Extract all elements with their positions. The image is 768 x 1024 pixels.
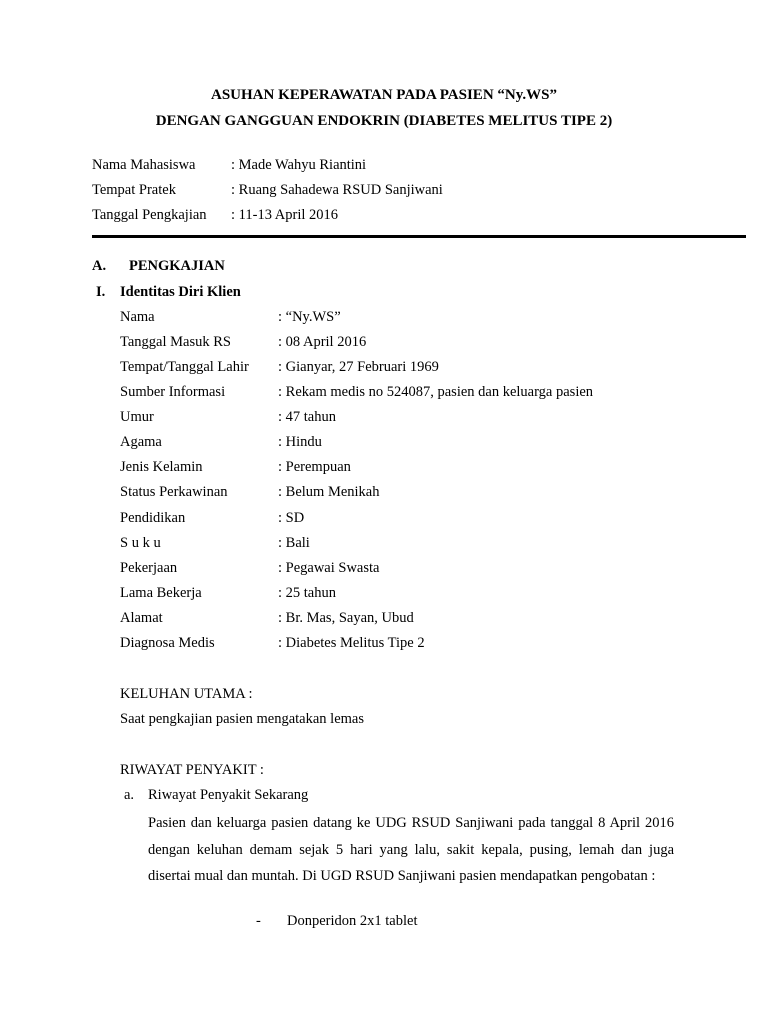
practice-place-value: : Ruang Sahadewa RSUD Sanjiwani	[231, 182, 443, 198]
horizontal-divider	[92, 235, 746, 238]
practice-place-label: Tempat Pratek	[92, 182, 176, 198]
identity-label: Tempat/Tanggal Lahir	[120, 359, 249, 375]
identity-label: Alamat	[120, 610, 163, 626]
student-name-label: Nama Mahasiswa	[92, 157, 196, 173]
bullet-dash: -	[256, 913, 261, 929]
section-a-heading: PENGKAJIAN	[129, 258, 225, 274]
identity-value: : Pegawai Swasta	[278, 560, 380, 576]
identity-label: Agama	[120, 434, 162, 450]
identity-value: : 25 tahun	[278, 585, 336, 601]
student-name-value: : Made Wahyu Riantini	[231, 157, 367, 173]
identity-value: : Belum Menikah	[278, 484, 380, 500]
medical-history-heading: RIWAYAT PENYAKIT :	[120, 762, 264, 778]
identity-value: : “Ny.WS”	[278, 309, 341, 325]
section-a-number: A.	[92, 258, 107, 274]
section-i-heading: Identitas Diri Klien	[120, 284, 241, 300]
identity-label: Lama Bekerja	[120, 585, 202, 601]
document-title-line-2: DENGAN GANGGUAN ENDOKRIN (DIABETES MELITUS TIPE 2)	[155, 113, 613, 129]
document-title-line-1: ASUHAN KEPERAWATAN PADA PASIEN “Ny.WS”	[210, 87, 557, 103]
identity-label: Nama	[120, 309, 155, 325]
identity-value: : Perempuan	[278, 459, 351, 475]
identity-value: : Rekam medis no 524087, pasien dan keluarga pasien	[278, 384, 594, 400]
chief-complaint-heading: KELUHAN UTAMA :	[120, 686, 253, 702]
identity-label: S u k u	[120, 535, 161, 551]
identity-label: Pendidikan	[120, 510, 186, 526]
identity-label: Diagnosa Medis	[120, 635, 215, 651]
identity-value: : Hindu	[278, 434, 322, 450]
identity-value: : Bali	[278, 535, 310, 551]
identity-label: Umur	[120, 409, 154, 425]
identity-value: : Diabetes Melitus Tipe 2	[278, 635, 425, 651]
assessment-date-value: : 11-13 April 2016	[231, 207, 339, 223]
medication-item: Donperidon 2x1 tablet	[287, 913, 418, 929]
subsection-marker: a.	[124, 787, 135, 803]
identity-label: Sumber Informasi	[120, 384, 226, 400]
section-i-number: I.	[96, 284, 106, 300]
current-illness-heading: Riwayat Penyakit Sekarang	[148, 787, 309, 803]
identity-value: : 08 April 2016	[278, 334, 367, 350]
identity-label: Pekerjaan	[120, 560, 178, 576]
identity-label: Jenis Kelamin	[120, 459, 203, 475]
identity-value: : Br. Mas, Sayan, Ubud	[278, 610, 414, 626]
chief-complaint-text: Saat pengkajian pasien mengatakan lemas	[120, 711, 364, 727]
identity-value: : 47 tahun	[278, 409, 336, 425]
identity-label: Status Perkawinan	[120, 484, 228, 500]
identity-value: : SD	[278, 510, 305, 526]
identity-label: Tanggal Masuk RS	[120, 334, 231, 350]
identity-value: : Gianyar, 27 Februari 1969	[278, 359, 439, 375]
assessment-date-label: Tanggal Pengkajian	[92, 207, 207, 223]
current-illness-paragraph: Pasien dan keluarga pasien datang ke UDG RSUD Sanjiwani pada tanggal 8 April 2016 dengan keluhan demam sejak 5 hari yang lalu, sakit kepala, pusing, lemah dan juga disertai mual dan muntah. Di UGD RSUD Sanjiwani pasien mendapatkan pengobatan :	[148, 815, 674, 884]
